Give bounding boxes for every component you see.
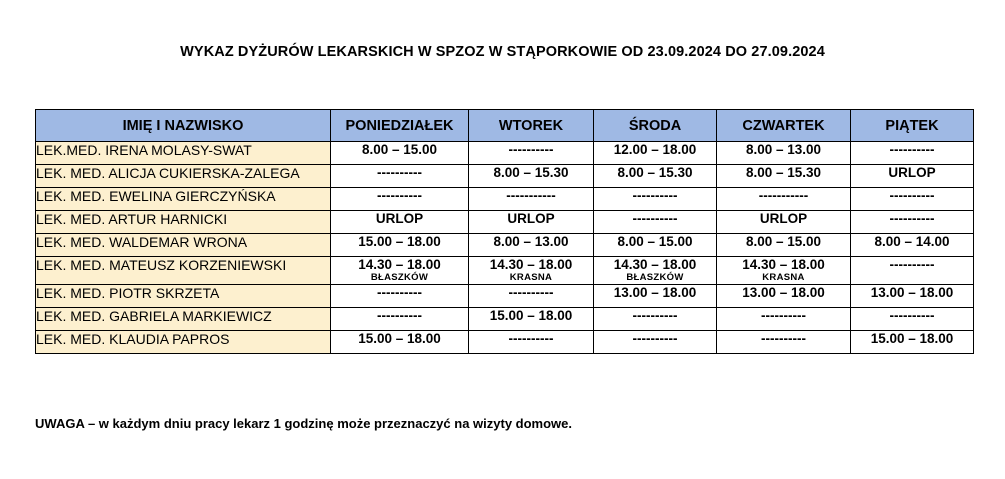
schedule-cell-tuesday (469, 234, 594, 257)
schedule-cell-monday (331, 308, 469, 331)
duty-hours: ---------- (377, 285, 422, 300)
schedule-cell-friday (851, 308, 974, 331)
duty-hours: 15.00 – 18.00 (870, 331, 954, 346)
schedule-cell-friday (851, 165, 974, 188)
duty-hours: 8.00 – 15.30 (745, 165, 822, 180)
duty-hours: ---------- (508, 285, 554, 300)
schedule-cell-tuesday (469, 257, 594, 285)
duty-hours: ----------- (506, 188, 556, 203)
duty-hours: ---------- (632, 211, 678, 226)
duty-hours: 14.30 – 18.00 (742, 257, 825, 272)
duty-location: BŁASZKÓW (626, 272, 684, 283)
table-header-row (36, 110, 974, 142)
schedule-cell-friday (851, 331, 974, 354)
schedule-cell-thursday (717, 165, 851, 188)
table-row (36, 257, 974, 285)
schedule-cell-monday (331, 331, 469, 354)
duty-hours: ---------- (761, 308, 806, 323)
duty-hours: 8.00 – 15.30 (493, 165, 569, 180)
doctor-name: LEK. MED. GABRIELA MARKIEWICZ (36, 308, 331, 331)
duty-hours: ---------- (377, 188, 422, 203)
duty-hours: URLOP (888, 165, 936, 180)
duty-hours: 14.30 – 18.00 (489, 257, 573, 272)
schedule-cell-wednesday (594, 234, 717, 257)
schedule-cell-thursday (717, 331, 851, 354)
schedule-cell-tuesday (469, 165, 594, 188)
duty-hours: URLOP (375, 211, 424, 226)
duty-hours: ---------- (377, 308, 422, 323)
schedule-cell-wednesday (594, 331, 717, 354)
duty-hours: 12.00 – 18.00 (613, 142, 697, 157)
table-row (36, 211, 974, 234)
duty-hours: ---------- (632, 331, 678, 346)
duty-hours: 8.00 – 13.00 (493, 234, 569, 249)
duty-hours: ---------- (889, 211, 935, 226)
schedule-cell-monday (331, 211, 469, 234)
schedule-cell-tuesday (469, 331, 594, 354)
schedule-cell-tuesday (469, 142, 594, 165)
duty-hours: 14.30 – 18.00 (613, 257, 697, 272)
column-header-wednesday: ŚRODA (594, 110, 717, 142)
table-row (36, 285, 974, 308)
duty-hours: 8.00 – 15.30 (617, 165, 693, 180)
column-header-friday: PIĄTEK (851, 110, 974, 142)
table-row (36, 308, 974, 331)
duty-hours: URLOP (759, 211, 808, 226)
duty-hours: ----------- (758, 188, 809, 203)
schedule-cell-monday (331, 285, 469, 308)
duty-hours: 8.00 – 15.00 (361, 142, 438, 157)
schedule-cell-wednesday (594, 188, 717, 211)
schedule-cell-friday (851, 211, 974, 234)
duty-hours: 13.00 – 18.00 (870, 285, 954, 300)
doctor-name: LEK. MED. MATEUSZ KORZENIEWSKI (36, 257, 331, 285)
schedule-cell-wednesday (594, 257, 717, 285)
schedule-cell-thursday (717, 308, 851, 331)
duty-hours: 8.00 – 13.00 (745, 142, 822, 157)
schedule-cell-wednesday (594, 308, 717, 331)
duty-hours: ---------- (508, 142, 554, 157)
schedule-cell-monday (331, 142, 469, 165)
schedule-cell-friday (851, 188, 974, 211)
duty-hours: ---------- (377, 165, 422, 180)
duty-hours: 13.00 – 18.00 (613, 285, 697, 300)
table-row (36, 331, 974, 354)
duty-hours: ---------- (889, 257, 935, 272)
duty-hours: 8.00 – 14.00 (874, 234, 950, 249)
duty-schedule-table (35, 109, 974, 354)
table-row (36, 188, 974, 211)
duty-hours: 14.30 – 18.00 (358, 257, 441, 272)
doctor-name: LEK.MED. IRENA MOLASY-SWAT (36, 142, 331, 165)
doctor-name: LEK. MED. WALDEMAR WRONA (36, 234, 331, 257)
duty-hours: ---------- (761, 331, 806, 346)
doctor-name: LEK. MED. KLAUDIA PAPROS (36, 331, 331, 354)
duty-hours: 15.00 – 18.00 (489, 308, 573, 323)
schedule-cell-friday (851, 285, 974, 308)
duty-hours: ---------- (632, 308, 678, 323)
duty-hours: 8.00 – 15.00 (617, 234, 693, 249)
column-header-monday: PONIEDZIAŁEK (331, 110, 469, 142)
duty-hours: 8.00 – 15.00 (745, 234, 822, 249)
column-header-thursday: CZWARTEK (717, 110, 851, 142)
doctor-name: LEK. MED. ALICJA CUKIERSKA-ZALEGA (36, 165, 331, 188)
schedule-cell-monday (331, 257, 469, 285)
schedule-cell-thursday (717, 257, 851, 285)
doctor-name: LEK. MED. ARTUR HARNICKI (36, 211, 331, 234)
schedule-cell-wednesday (594, 142, 717, 165)
schedule-cell-friday (851, 257, 974, 285)
schedule-cell-monday (331, 165, 469, 188)
table-row (36, 142, 974, 165)
duty-hours: 13.00 – 18.00 (742, 285, 825, 300)
duty-location: BŁASZKÓW (370, 272, 429, 283)
duty-hours: 15.00 – 18.00 (358, 331, 441, 346)
column-header-name: IMIĘ I NAZWISKO (36, 110, 331, 142)
schedule-cell-thursday (717, 188, 851, 211)
schedule-cell-thursday (717, 234, 851, 257)
duty-hours: ---------- (889, 142, 935, 157)
duty-hours: 15.00 – 18.00 (358, 234, 441, 249)
schedule-cell-thursday (717, 285, 851, 308)
schedule-cell-monday (331, 234, 469, 257)
schedule-cell-wednesday (594, 165, 717, 188)
schedule-cell-thursday (717, 211, 851, 234)
duty-location: KRASNA (762, 272, 805, 283)
note-text: UWAGA – w każdym dniu pracy lekarz 1 godzinę może przeznaczyć na wizyty domowe. (35, 416, 572, 431)
schedule-cell-wednesday (594, 285, 717, 308)
schedule-cell-monday (331, 188, 469, 211)
schedule-cell-tuesday (469, 211, 594, 234)
table-row (36, 165, 974, 188)
schedule-cell-friday (851, 234, 974, 257)
duty-hours: URLOP (507, 211, 555, 226)
duty-hours: ---------- (889, 188, 935, 203)
table-row (36, 234, 974, 257)
duty-hours: ---------- (508, 331, 554, 346)
duty-hours: ---------- (889, 308, 935, 323)
column-header-tuesday: WTOREK (469, 110, 594, 142)
schedule-cell-thursday (717, 142, 851, 165)
schedule-cell-friday (851, 142, 974, 165)
doctor-name: LEK. MED. EWELINA GIERCZYŃSKA (36, 188, 331, 211)
doctor-name: LEK. MED. PIOTR SKRZETA (36, 285, 331, 308)
duty-hours: ---------- (632, 188, 678, 203)
duty-location: KRASNA (509, 272, 553, 283)
page-title: WYKAZ DYŻURÓW LEKARSKICH W SPZOZ W STĄPORKOWIE OD 23.09.2024 DO 27.09.2024 (180, 44, 825, 60)
schedule-cell-tuesday (469, 308, 594, 331)
schedule-cell-tuesday (469, 285, 594, 308)
schedule-cell-wednesday (594, 211, 717, 234)
schedule-cell-tuesday (469, 188, 594, 211)
